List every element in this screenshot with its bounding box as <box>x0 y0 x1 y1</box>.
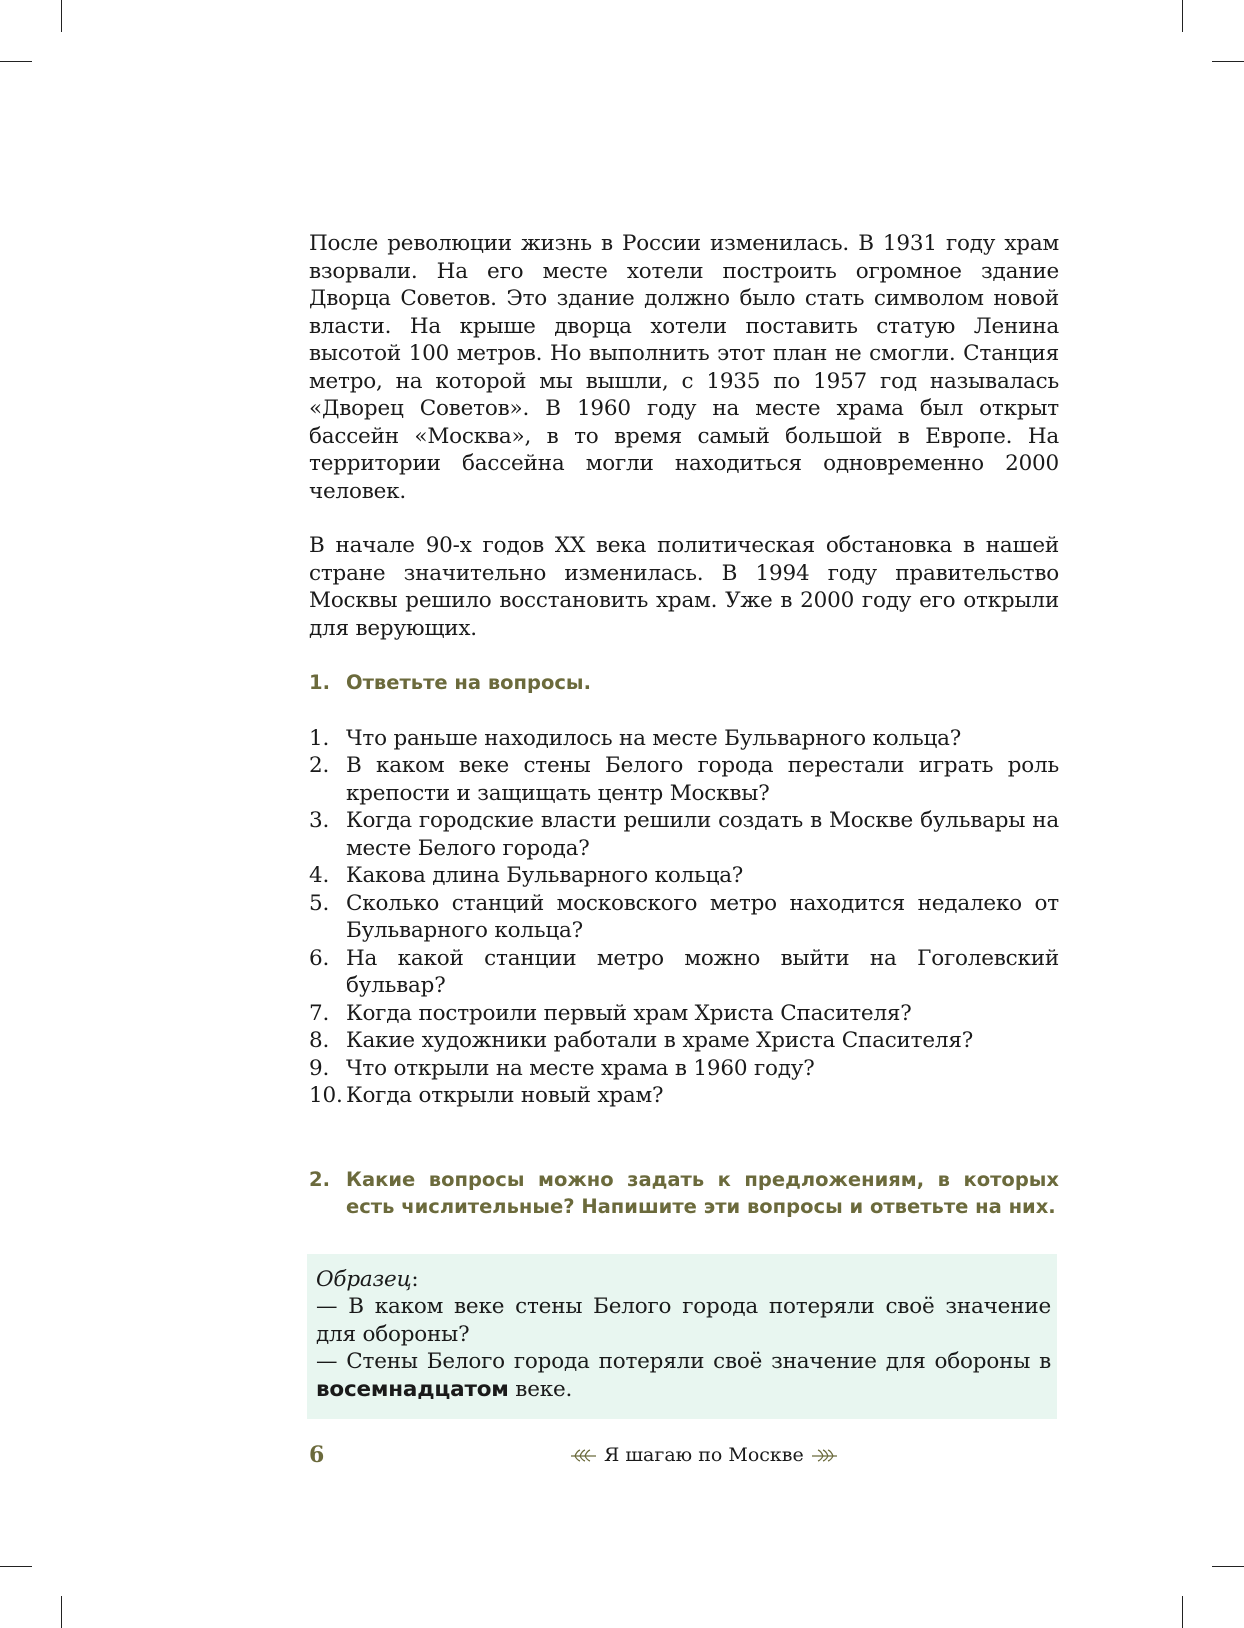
list-item <box>309 945 1059 1000</box>
list-item <box>309 752 1059 807</box>
question-list <box>309 725 1059 1110</box>
page-number: 6 <box>309 1442 325 1468</box>
question-number: 4. <box>309 863 330 888</box>
paragraph-revolution: После революции жизнь в России изменилась. В 1931 году храм взорвали. На его месте хотели построить огромное здание Дворца Советов. Это здание должно было стать символом новой власти. На крыше дворца хотели поставить статую Ленина высотой 100 метров. Но выполнить этот план не смогли. Станция метро, на которой мы вышли, с 1935 по 1957 год называлась «Дворец Советов». В 1960 году на месте храма был открыт бассейн «Москва», в то время самый большой в Европе. На территории бассейна могли находиться одновременно 2000 человек. <box>309 231 1059 504</box>
list-item <box>309 1055 1059 1083</box>
sample-answer <box>316 1348 1051 1403</box>
crop-mark <box>1212 1566 1244 1567</box>
sample-answer-start: — Стены Белого города потеряли своё значение для обороны в <box>316 1349 1051 1374</box>
list-item <box>309 1082 1059 1110</box>
question-text: Какова длина Бульварного кольца? <box>346 863 744 888</box>
task-number: 2. <box>309 1167 330 1191</box>
crop-mark <box>61 0 62 32</box>
question-number: 3. <box>309 808 330 833</box>
question-text: Какие художники работали в храме Христа Спасителя? <box>346 1028 974 1053</box>
question-text: Сколько станций московского метро находится недалеко от Бульварного кольца? <box>346 890 1059 943</box>
question-text: В каком веке стены Белого города перестали играть роль крепости и защищать центр Москвы? <box>346 753 1059 806</box>
crop-mark <box>1212 61 1244 62</box>
sample-label: Образец <box>316 1266 412 1292</box>
crop-mark <box>0 61 32 62</box>
page-content <box>309 230 1059 1419</box>
list-item <box>309 725 1059 753</box>
branch-left-icon <box>570 1448 598 1462</box>
sample-box <box>307 1254 1057 1420</box>
task-text: Какие вопросы можно задать к предложениям, в которых есть числительные? Напишите эти вопросы и ответьте на них. <box>346 1167 1059 1218</box>
sample-answer-bold: восемнадцатом <box>316 1376 509 1402</box>
question-number: 9. <box>309 1055 330 1081</box>
question-text: Когда открыли новый храм? <box>346 1083 664 1108</box>
branch-right-icon <box>810 1448 838 1462</box>
question-number: 10. <box>309 1083 343 1108</box>
question-text: Когда городские власти решили создать в Москве бульвары на месте Белого города? <box>346 808 1059 861</box>
question-text: На какой станции метро можно выйти на Гоголевский бульвар? <box>346 945 1059 998</box>
question-text: Что открыли на месте храма в 1960 году? <box>346 1055 815 1081</box>
crop-mark <box>1182 0 1183 32</box>
list-item <box>309 862 1059 890</box>
book-title: Я шагаю по Москве <box>604 1444 804 1466</box>
question-number: 7. <box>309 1000 330 1026</box>
question-text: Что раньше находилось на месте Бульварного кольца? <box>346 725 962 751</box>
list-item <box>309 1027 1059 1055</box>
question-number: 5. <box>309 890 330 916</box>
question-text: Когда построили первый храм Христа Спасителя? <box>346 1000 912 1026</box>
question-number: 1. <box>309 725 330 751</box>
list-item <box>309 1000 1059 1028</box>
paragraph-restoration: В начале 90-х годов XX века политическая обстановка в нашей стране значительно изменилась. В 1994 году правительство Москвы решило восстановить храм. Уже в 2000 году его открыли для верующих. <box>309 533 1059 641</box>
sample-answer-end: веке. <box>508 1376 573 1402</box>
running-footer <box>570 1444 838 1466</box>
question-number: 8. <box>309 1028 330 1053</box>
crop-mark <box>0 1566 32 1567</box>
sample-question: — В каком веке стены Белого города потеряли своё значение для обороны? <box>316 1294 1051 1347</box>
sample-label-line <box>316 1266 1051 1294</box>
task-1-heading <box>309 669 1059 697</box>
task-text: Ответьте на вопросы. <box>346 671 591 694</box>
question-number: 2. <box>309 753 330 778</box>
list-item <box>309 890 1059 945</box>
task-number: 1. <box>309 671 330 694</box>
task-2-heading <box>309 1166 1059 1221</box>
sample-colon: : <box>411 1266 419 1292</box>
crop-mark <box>1182 1596 1183 1628</box>
question-number: 6. <box>309 945 330 971</box>
list-item <box>309 807 1059 862</box>
crop-mark <box>61 1596 62 1628</box>
